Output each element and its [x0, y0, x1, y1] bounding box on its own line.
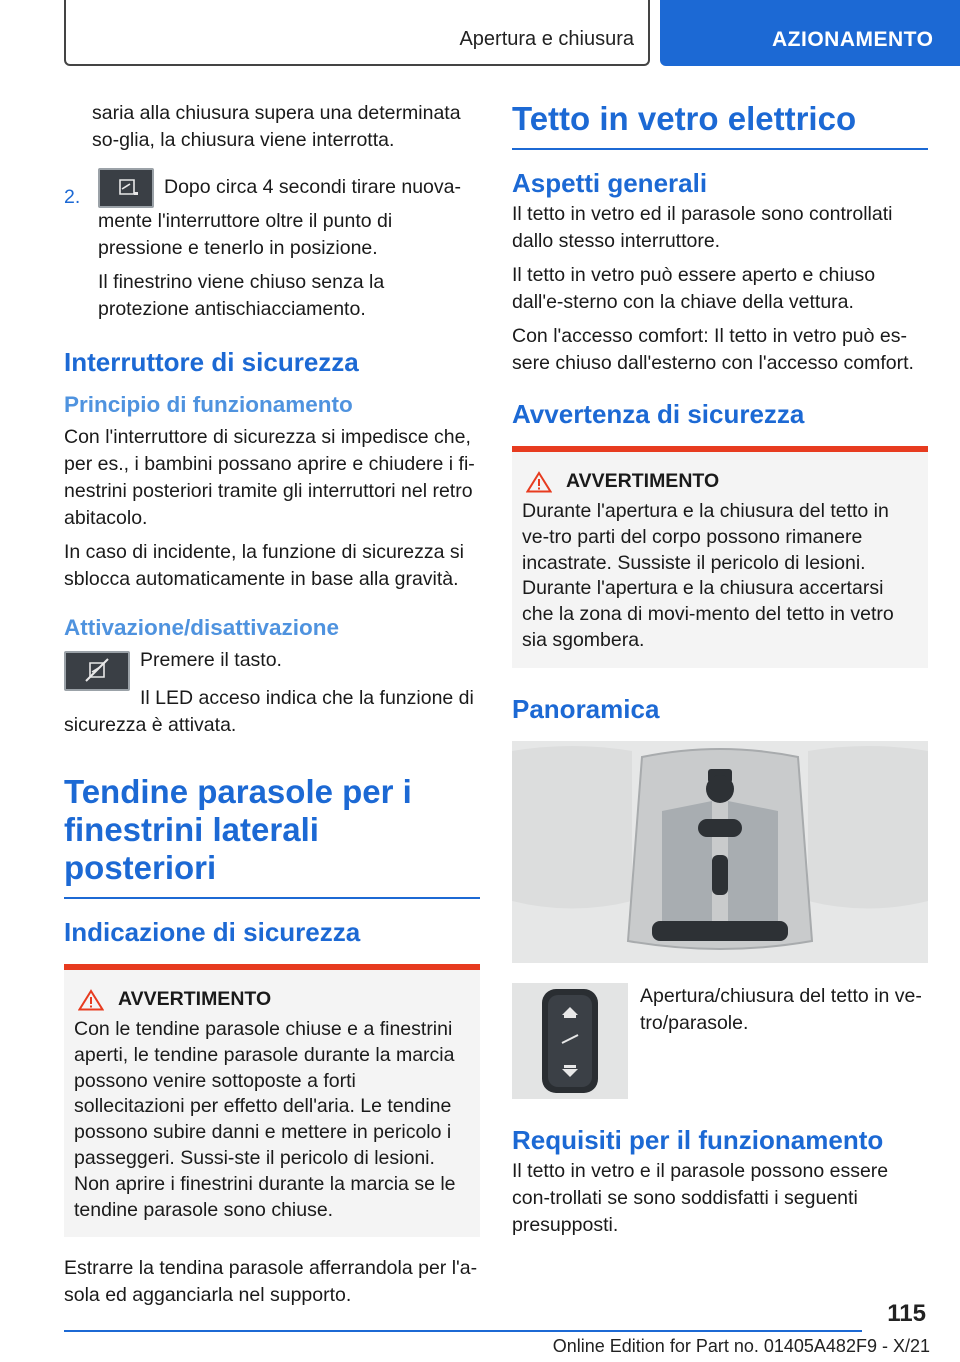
continued-text: saria alla chiusura supera una determinata so-glia, la chiusura viene interrotta.: [92, 102, 461, 151]
principio-p1: Con l'interruttore di sicurezza si impedisce che, per es., i bambini possano aprire e chiudere i fi-nestrini posteriori tramite gli interruttori nel retro abitacolo.: [64, 426, 475, 529]
aspetti-p1: Il tetto in vetro ed il parasole sono controllati dallo stesso interruttore.: [512, 203, 893, 252]
estrarre-text: Estrarre la tendina parasole afferrandola per l'a-sola ed agganciarla nel supporto.: [64, 1257, 478, 1307]
heading-panoramica: Panoramica: [512, 693, 660, 724]
heading-requisiti: Requisiti per il funzionamento: [512, 1124, 884, 1155]
warning-box-left: [64, 964, 480, 1237]
child-lock-button-icon: [64, 651, 130, 691]
switch-caption: Apertura/chiusura del tetto in ve-tro/parasole.: [640, 984, 922, 1034]
warning-text: Durante l'apertura e la chiusura del tetto in ve-tro parti del corpo possono rimanere incastrate. Sussiste il pericolo di lesioni. Durante l'apertura e la chiusura accertarsi che la zona di movi-mento del tetto in vetro sia sgombera.: [522, 500, 894, 651]
chapter-tab: [660, 0, 960, 66]
warning-triangle-icon: [78, 989, 104, 1011]
heading-indicazione: Indicazione di sicurezza: [64, 917, 361, 947]
step-text-content: Dopo circa 4 secondi tirare nuova-mente l'interruttore oltre il punto di pressione e tenerlo in posizione.: [98, 176, 461, 259]
heading-tetto: Tetto in vetro elettrico: [512, 100, 928, 150]
window-switch-icon: [98, 168, 154, 208]
heading-avvertenza: Avvertenza di sicurezza: [512, 399, 805, 429]
aspetti-p3: Con l'accesso comfort: Il tetto in vetro può es-sere chiuso dall'esterno con l'accesso comfort.: [512, 325, 914, 374]
warning-title: AVVERTIMENTO: [118, 988, 272, 1010]
warning-head: [522, 470, 918, 493]
activation-p2: [64, 685, 480, 739]
activation-p2-text: Il LED acceso indica che la funzione di sicurezza è attivata.: [64, 687, 474, 736]
chapter-title: AZIONAMENTO: [772, 28, 934, 51]
heading-principio: Principio di funzionamento: [64, 392, 353, 417]
section-title: Apertura e chiusura: [459, 28, 634, 50]
step-2: [64, 168, 480, 323]
activation-p1: Premere il tasto.: [140, 649, 282, 671]
edition-text: Online Edition for Part no. 01405A482F9 - X/21: [552, 1336, 930, 1356]
heading-attivazione: Attivazione/disattivazione: [64, 615, 340, 640]
warning-text: Con le tendine parasole chiuse e a finestrini aperti, le tendine parasole durante la marcia possono venire sottoposte a forti sollecitazioni per effetto dell'aria. Le tendine possono subire danni e mettere in pericolo i passeggeri. Sussi-ste il pericolo di lesioni. Non aprire i finestrini durante la marcia se le tendine parasole sono chiuse.: [74, 1018, 456, 1221]
overhead-console-image: [512, 741, 928, 963]
warning-box-right: [512, 446, 928, 668]
requisiti-text: Il tetto in vetro e il parasole possono essere con-trollati se sono soddisfatti i seguenti presupposti.: [512, 1159, 889, 1236]
warning-title: AVVERTIMENTO: [566, 470, 720, 492]
page-number: 115: [887, 1300, 926, 1327]
heading-aspetti: Aspetti generali: [512, 168, 708, 198]
page-header: [0, 0, 960, 66]
heading-tendine: Tendine parasole per i finestrini laterali posteriori: [64, 773, 480, 899]
heading-interruttore: Interruttore di sicurezza: [64, 347, 359, 377]
step-text: [98, 168, 480, 262]
principio-p2: In caso di incidente, la funzione di sicurezza si sblocca automaticamente in base alla gravità.: [64, 541, 464, 590]
footer-rule: [64, 1330, 862, 1332]
roof-switch-image: [512, 983, 628, 1099]
aspetti-p2: Il tetto in vetro può essere aperto e chiuso dall'e-sterno con la chiave della vettura.: [512, 264, 876, 313]
section-tab: [64, 0, 650, 66]
right-column: [512, 100, 928, 1246]
warning-head: [74, 988, 470, 1011]
step-number: 2.: [64, 186, 81, 208]
warning-triangle-icon: [526, 471, 552, 493]
switch-row: [512, 983, 928, 1099]
step-note: Il finestrino viene chiuso senza la protezione antischiacciamento.: [98, 271, 385, 320]
left-column: [64, 100, 480, 1316]
